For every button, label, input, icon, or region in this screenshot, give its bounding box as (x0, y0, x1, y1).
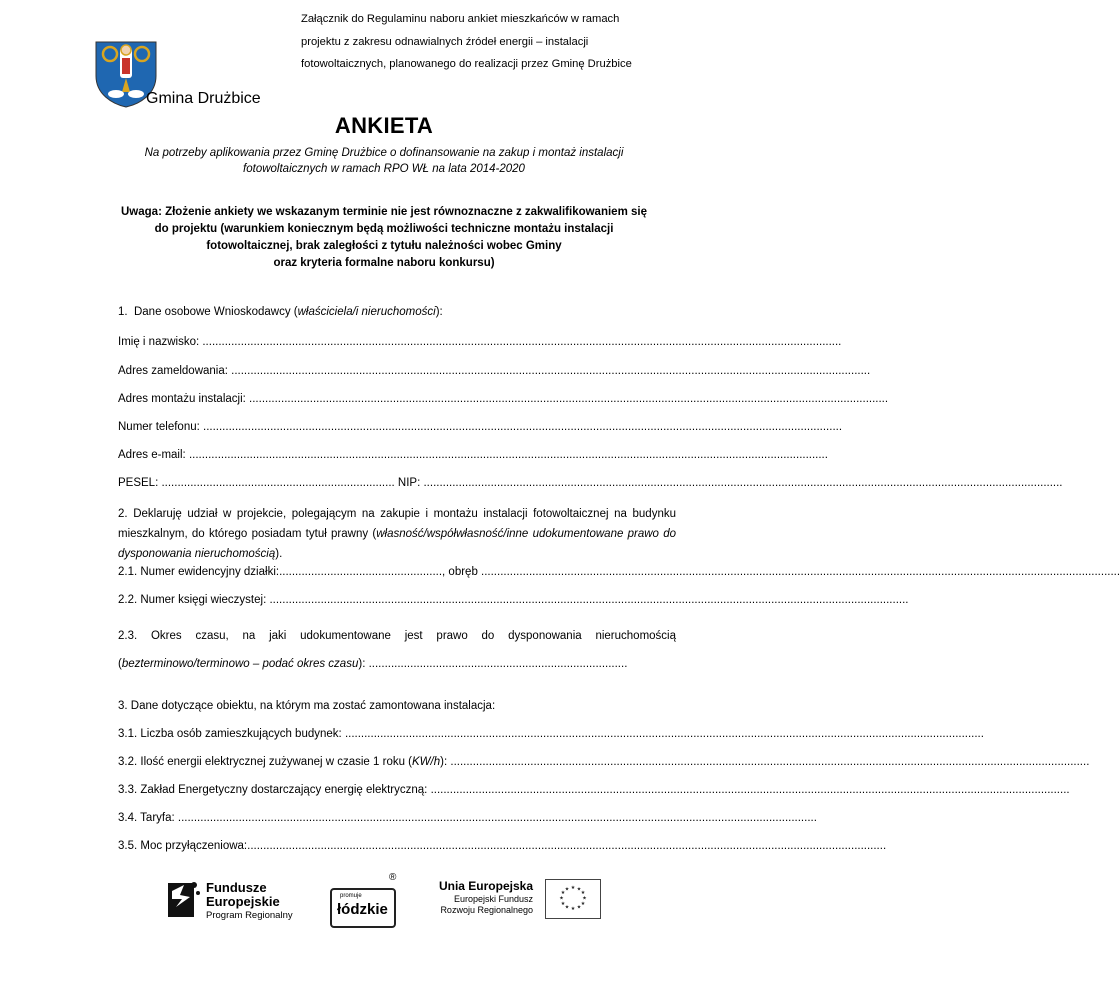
energy-usage-field[interactable] (118, 756, 1090, 768)
nip-label: NIP: (394, 477, 424, 489)
svg-text:★: ★ (582, 895, 587, 902)
supplier-field[interactable] (118, 784, 1070, 796)
supplier-dots[interactable]: ........................................................................................................................................................................................................ (430, 784, 1070, 796)
registered-address-field[interactable] (118, 365, 871, 377)
notice-line-3: fotowoltaicznej, brak zaległości z tytułu należności wobec Gminy (206, 240, 562, 252)
annex-line-2: projektu z zakresu odnawialnych źródeł energii – instalacji (301, 35, 589, 48)
name-field[interactable] (118, 336, 842, 348)
promuje-lodzkie-logo (330, 888, 396, 928)
svg-text:★: ★ (559, 895, 564, 902)
installation-address-dots[interactable]: ........................................................................................................................................................................................................ (249, 393, 889, 405)
annex-line-1: Załącznik do Regulaminu naboru ankiet mieszkańców w ramach (301, 13, 620, 25)
tariff-dots[interactable]: ........................................................................................................................................................................................................ (177, 812, 817, 824)
phone-field-dots[interactable]: ........................................................................................................................................................................................................ (203, 421, 843, 433)
tariff-field[interactable] (118, 812, 817, 824)
section-1-heading (118, 306, 676, 318)
phone-field[interactable] (118, 421, 843, 433)
registered-address-dots[interactable]: ........................................................................................................................................................................................................ (231, 365, 871, 377)
energy-usage-dots[interactable]: ........................................................................................................................................................................................................ (450, 756, 1090, 768)
ownership-period-dots[interactable]: ................................................................................. (368, 658, 628, 670)
eu-title: Unia Europejska (438, 879, 533, 893)
section-3-heading: 3. Dane dotyczące obiektu, na którym ma zostać zamontowana instalacja: (118, 700, 496, 712)
municipality-name: Gmina Drużbice (146, 90, 261, 107)
svg-text:★: ★ (580, 901, 586, 907)
document-title: ANKIETA (334, 113, 434, 138)
email-field-label: Adres e-mail: (118, 449, 189, 461)
notice-line-2: do projektu (warunkiem koniecznym będą możliwości techniczne montażu instalacji (154, 223, 614, 235)
declaration-text: 2. Deklaruję udział w projekcie, polegającym na zakupie i montażu instalacji fotowoltaicznej na budynku mieszkalnym, do którego posiadam tytuł prawny ( (118, 508, 676, 540)
declaration-italic: własność/współwłasność/inne udokumentowane prawo do dysponowania nieruchomością (118, 528, 676, 560)
svg-text:★: ★ (564, 904, 570, 911)
section-1-heading-prefix: 1. Dane osobowe Wnioskodawcy ( (118, 306, 298, 318)
registered-address-label: Adres zameldowania: (118, 365, 232, 377)
eu-flag-icon (545, 879, 601, 919)
svg-text:★: ★ (570, 885, 576, 891)
pesel-label: PESEL: (118, 477, 162, 489)
connection-power-dots[interactable]: ........................................................................................................................................................................................................ (247, 840, 887, 852)
pesel-nip-row[interactable] (118, 477, 1063, 489)
fundusze-europejskie-text (206, 881, 293, 923)
svg-text:★: ★ (560, 890, 566, 896)
svg-text:★: ★ (570, 906, 576, 912)
energy-usage-label: 3.2. Ilość energii elektrycznej zużywanej w czasie 1 roku ( (118, 756, 413, 768)
section-1-heading-suffix: ): (435, 306, 443, 318)
precinct-dots[interactable]: ........................................................................................................................................................................................................ (481, 566, 1120, 578)
land-register-field[interactable] (118, 594, 909, 606)
subtitle-line-2: fotowoltaicznych w ramach RPO WŁ na lata 2014-2020 (243, 163, 525, 175)
eu-line-1: Europejski Fundusz (453, 894, 533, 904)
ownership-period-suffix: ): (358, 658, 369, 670)
supplier-label: 3.3. Zakład Energetyczny dostarczający energię elektryczną: (118, 784, 431, 796)
name-field-dots[interactable]: ........................................................................................................................................................................................................ (202, 336, 842, 348)
notice-line-1: Uwaga: Złożenie ankiety we wskazanym terminie nie jest równoznaczne z zakwalifikowaniem się (121, 206, 647, 218)
installation-address-label: Adres montażu instalacji: (118, 393, 250, 405)
subtitle-line-1: Na potrzeby aplikowania przez Gminę Drużbice o dofinansowanie na zakup i montaż instalacji (144, 147, 624, 159)
lodz-big-text: łódzkie (337, 901, 388, 918)
svg-text:★: ★ (576, 904, 582, 911)
svg-text:★: ★ (576, 886, 582, 893)
notice-block (90, 204, 678, 272)
ownership-period-field[interactable]: 2.3. Okres czasu, na jaki udokumentowane jest prawo do dysponowania nieruchomością (bezterminowo/terminowo – podać okres czasu): ................................................................................. (118, 630, 676, 670)
notice-line-4: oraz kryteria formalne naboru konkursu) (273, 257, 495, 269)
registered-mark: ® (389, 872, 397, 883)
email-field-dots[interactable]: ........................................................................................................................................................................................................ (188, 449, 828, 461)
svg-text:★: ★ (564, 886, 570, 893)
declaration-suffix: ). (275, 548, 283, 560)
connection-power-field[interactable] (118, 840, 887, 852)
energy-usage-suffix: ): (440, 756, 451, 768)
plot-number-label: 2.1. Numer ewidencyjny działki: (118, 566, 280, 578)
pesel-dots[interactable]: ......................................................................... (161, 477, 395, 489)
ownership-period-italic: bezterminowo/terminowo – podać okres czasu (121, 658, 359, 670)
plot-number-row[interactable] (118, 566, 1120, 578)
email-field[interactable] (118, 449, 828, 461)
connection-power-label: 3.5. Moc przyłączeniowa: (118, 840, 248, 852)
svg-text:★: ★ (580, 890, 586, 896)
nip-dots[interactable]: ........................................................................................................................................................................................................ (423, 477, 1063, 489)
eu-text (425, 881, 533, 916)
annex-note (301, 8, 741, 76)
land-register-label: 2.2. Numer księgi wieczystej: (118, 594, 270, 606)
precinct-label: , obręb (442, 566, 482, 578)
fundusze-europejskie-logo-icon (164, 877, 202, 923)
residents-field[interactable] (118, 728, 984, 740)
residents-dots[interactable]: ........................................................................................................................................................................................................ (344, 728, 984, 740)
document-subtitle (90, 145, 678, 177)
section-1-heading-italic: właściciela/i nieruchomości (297, 306, 436, 318)
ownership-period-label: 2.3. Okres czasu, na jaki udokumentowane jest prawo do dysponowania nieruchomością (118, 630, 676, 642)
land-register-dots[interactable]: ........................................................................................................................................................................................................ (269, 594, 909, 606)
energy-unit: KW/h (412, 756, 441, 768)
section-2-declaration (118, 504, 676, 564)
eu-line-2: Rozwoju Regionalnego (440, 905, 533, 915)
fe-line-3: Program Regionalny (206, 910, 293, 921)
tariff-label: 3.4. Taryfa: (118, 812, 178, 824)
residents-label: 3.1. Liczba osób zamieszkujących budynek: (118, 728, 345, 740)
installation-address-field[interactable] (118, 393, 889, 405)
plot-number-dots[interactable]: ................................................... (279, 566, 443, 578)
name-field-label: Imię i nazwisko: (118, 336, 203, 348)
annex-line-3: fotowoltaicznych, planowanego do realizacji przez Gminę Drużbice (301, 58, 632, 70)
fe-line-2: Europejskie (206, 894, 280, 909)
fe-line-1: Fundusze (206, 880, 267, 895)
svg-text:★: ★ (560, 901, 566, 907)
lodz-small-text: promuje (340, 893, 362, 899)
phone-field-label: Numer telefonu: (118, 421, 204, 433)
